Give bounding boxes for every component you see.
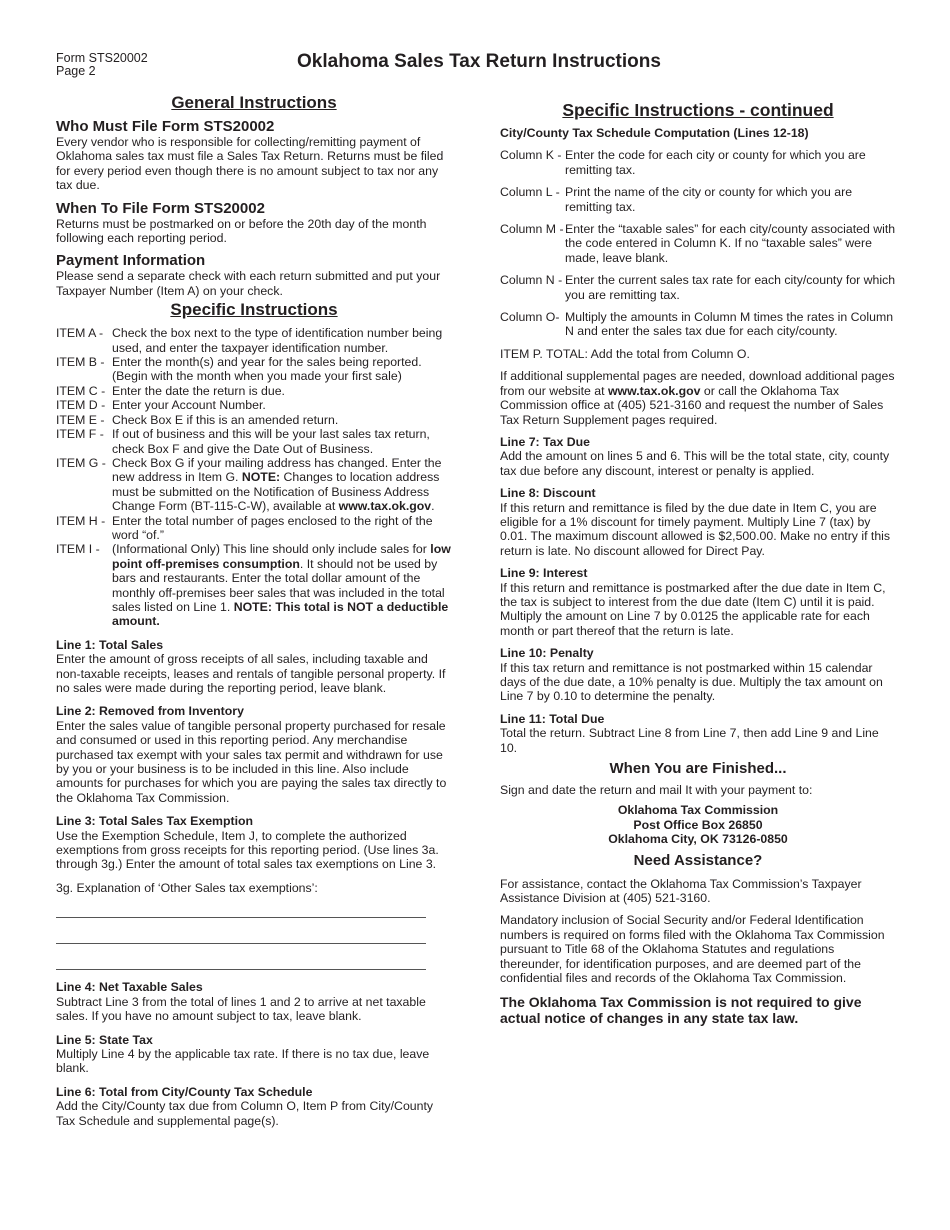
explanation-line-3[interactable] xyxy=(56,944,426,970)
address-line-3: Oklahoma City, OK 73126-0850 xyxy=(608,832,788,847)
column-o: Column O- Multiply the amounts in Column M times the rates in Column N and enter the sales tax due for each city/county. xyxy=(500,310,894,339)
mailing-address xyxy=(500,803,896,846)
item-i: ITEM I - (Informational Only) This line should only include sales for low point off-premises consumption. It should not be used by bars and restaurants. Enter the total dollar amount of the monthly off-premises beer sales that was included in the total sales listed on Line 1. NOTE: This total is NOT a deductible amount. xyxy=(56,542,451,629)
who-must-file-heading: Who Must File Form STS20002 xyxy=(56,118,275,135)
supplemental-text: If additional supplemental pages are needed, download additional pages from our website at www.tax.ok.gov or call the Oklahoma Tax Commission office at (405) 521-3160 and request the number of Sales Tax Return Supplement pages required. xyxy=(500,369,895,427)
line10-text: If this tax return and remittance is not postmarked within 15 calendar days of the due date, a 10% penalty is due. Multiply the tax amount on Line 7 by 0.10 to determine the penalty. xyxy=(500,660,883,704)
tax-website-link-2[interactable]: www.tax.ok.gov xyxy=(607,383,701,398)
left-column xyxy=(56,93,452,1128)
general-instructions-heading: General Instructions xyxy=(171,93,337,112)
line11-heading: Line 11: Total Due xyxy=(500,711,605,726)
address-line-1: Oklahoma Tax Commission xyxy=(617,803,779,818)
line8-text: If this return and remittance is filed by the due date in Item C, you are eligible for a 1% discount for timely payment. Multiply Line 7 (tax) by 0.01. The maximum discount allowed is $2,500.00. Make no entry if this return is late. No discount allowed for Direct Pay. xyxy=(500,500,891,558)
line10-heading: Line 10: Penalty xyxy=(500,646,594,661)
notice-text: The Oklahoma Tax Commission is not required to give actual notice of changes in any state tax law. xyxy=(500,993,862,1026)
schedule-heading: City/County Tax Schedule Computation (Lines 12-18) xyxy=(500,126,809,140)
explanation-line-2[interactable] xyxy=(56,918,426,944)
assistance-heading: Need Assistance? xyxy=(633,851,763,869)
who-must-file-text: Every vendor who is responsible for collecting/remitting payment of Oklahoma sales tax must file a Sales Tax Return. Returns must be filed for every period even though there is no amount subject to tax nor any tax due. xyxy=(56,135,444,193)
line3g-label: 3g. Explanation of ‘Other Sales tax exemptions’: xyxy=(56,880,318,895)
item-c: ITEM C - Enter the date the return is due. xyxy=(56,383,285,398)
item-g: ITEM G - Check Box G if your mailing address has changed. Enter the new address in Item G. NOTE: Changes to location address must be submitted on the Notification of Business Address Change Form (BT-115-C-W), available at www.tax.ok.gov. xyxy=(56,455,442,514)
line3-text: Use the Exemption Schedule, Item J, to complete the authorized exemptions from gross receipts for this reporting period. (Use lines 3a. through 3g.) Enter the amount of total sales tax exemptions on Line 3. xyxy=(56,828,439,872)
line1-text: Enter the amount of gross receipts of all sales, including taxable and non-taxable receipts, leases and rentals of tangible personal property. If no sales were made during the reporting period, leave blank. xyxy=(56,652,446,695)
finished-text: Sign and date the return and mail It with your payment to: xyxy=(500,783,813,798)
item-a: ITEM A - Check the box next to the type of identification number being used, and enter the taxpayer identification number. xyxy=(56,326,443,355)
line2-text: Enter the sales value of tangible personal property purchased for resale and consumed or used in this reporting period. Any merchandise purchased tax exempt with your sales tax permit and withdrawn for use by you or your business is to be included in this line. Also include amounts for purchases for which you are paying the sales tax directly to the Oklahoma Tax Commission. xyxy=(56,718,447,805)
line4-text: Subtract Line 3 from the total of lines 1 and 2 to arrive at net taxable sales. If you have no amount subject to tax, leave blank. xyxy=(56,994,426,1024)
explanation-line-1[interactable] xyxy=(56,895,426,918)
specific-instructions-heading: Specific Instructions xyxy=(170,300,338,320)
when-to-file-heading: When To File Form STS20002 xyxy=(56,199,265,217)
item-p: ITEM P. TOTAL: Add the total from Column O. xyxy=(500,346,750,361)
item-h: ITEM H - Enter the total number of pages enclosed to the right of the word “of.” xyxy=(56,513,433,542)
line4-heading: Line 4: Net Taxable Sales xyxy=(56,980,203,995)
form-id xyxy=(56,52,148,78)
line9-heading: Line 9: Interest xyxy=(500,566,588,581)
payment-heading: Payment Information xyxy=(56,252,206,270)
column-k: Column K - Enter the code for each city or county for which you are remitting tax. xyxy=(500,148,866,177)
line5-heading: Line 5: State Tax xyxy=(56,1032,153,1047)
page-number: Page 2 xyxy=(56,64,96,78)
line3-heading: Line 3: Total Sales Tax Exemption xyxy=(56,814,254,829)
page-title: Oklahoma Sales Tax Return Instructions xyxy=(297,51,661,72)
item-b: ITEM B - Enter the month(s) and year for the sales being reported. (Begin with the month when you made your first sale) xyxy=(56,355,422,384)
right-column xyxy=(500,100,896,1026)
line9-text: If this return and remittance is postmarked after the due date in Item C, the tax is subject to interest from the due date (Item C) until it is paid. Multiply the amount on Line 7 by 0.0125 the applicable rate for each month or part thereof that the return is late. xyxy=(500,580,886,638)
mandatory-text: Mandatory inclusion of Social Security and/or Federal Identification numbers is required on forms filed with the Oklahoma Tax Commission pursuant to Title 68 of the Oklahoma Statutes and regulations thereunder, for identification purposes, and are deemed part of the confidential files and records of the Oklahoma Tax Commission. xyxy=(500,913,885,986)
item-f: ITEM F - If out of business and this will be your last sales tax return, check Box F and give the Date Out of Business. xyxy=(56,427,430,456)
payment-text: Please send a separate check with each return submitted and put your Taxpayer Number (Item A) on your check. xyxy=(56,269,441,298)
line1-heading: Line 1: Total Sales xyxy=(56,637,164,652)
line6-text: Add the City/County tax due from Column O, Item P from City/County Tax Schedule and supplemental page(s). xyxy=(56,1099,434,1128)
line11-text: Total the return. Subtract Line 8 from Line 7, then add Line 9 and Line 10. xyxy=(500,726,879,755)
line5-text: Multiply Line 4 by the applicable tax rate. If there is no tax due, leave blank. xyxy=(56,1046,430,1076)
line2-heading: Line 2: Removed from Inventory xyxy=(56,704,244,719)
specific-continued-heading: Specific Instructions - continued xyxy=(562,100,834,120)
line7-text: Add the amount on lines 5 and 6. This will be the total state, city, county tax due before any discount, interest or penalty is applied. xyxy=(500,449,890,478)
item-e: ITEM E - Check Box E if this is an amended return. xyxy=(56,412,339,427)
line7-heading: Line 7: Tax Due xyxy=(500,434,590,449)
item-d: ITEM D - Enter your Account Number. xyxy=(56,398,266,413)
line8-heading: Line 8: Discount xyxy=(500,486,596,501)
line6-heading: Line 6: Total from City/County Tax Schedule xyxy=(56,1084,313,1099)
tax-website-link[interactable]: www.tax.ok.gov xyxy=(338,499,432,514)
form-number: Form STS20002 xyxy=(56,51,148,65)
when-to-file-text: Returns must be postmarked on or before the 20th day of the month following each reporting period. xyxy=(56,216,427,246)
finished-heading: When You are Finished... xyxy=(609,760,787,778)
assistance-text: For assistance, contact the Oklahoma Tax Commission’s Taxpayer Assistance Division at (405) 521-3160. xyxy=(500,876,862,906)
address-line-2: Post Office Box 26850 xyxy=(633,817,763,832)
column-n: Column N - Enter the current sales tax rate for each city/county for which you are remitting tax. xyxy=(500,273,896,302)
column-m: Column M - Enter the “taxable sales” for each city/county associated with the code entered in Column K. If no “taxable sales” were made, leave blank. xyxy=(500,222,896,265)
column-l: Column L - Print the name of the city or county for which you are remitting tax. xyxy=(500,185,853,214)
